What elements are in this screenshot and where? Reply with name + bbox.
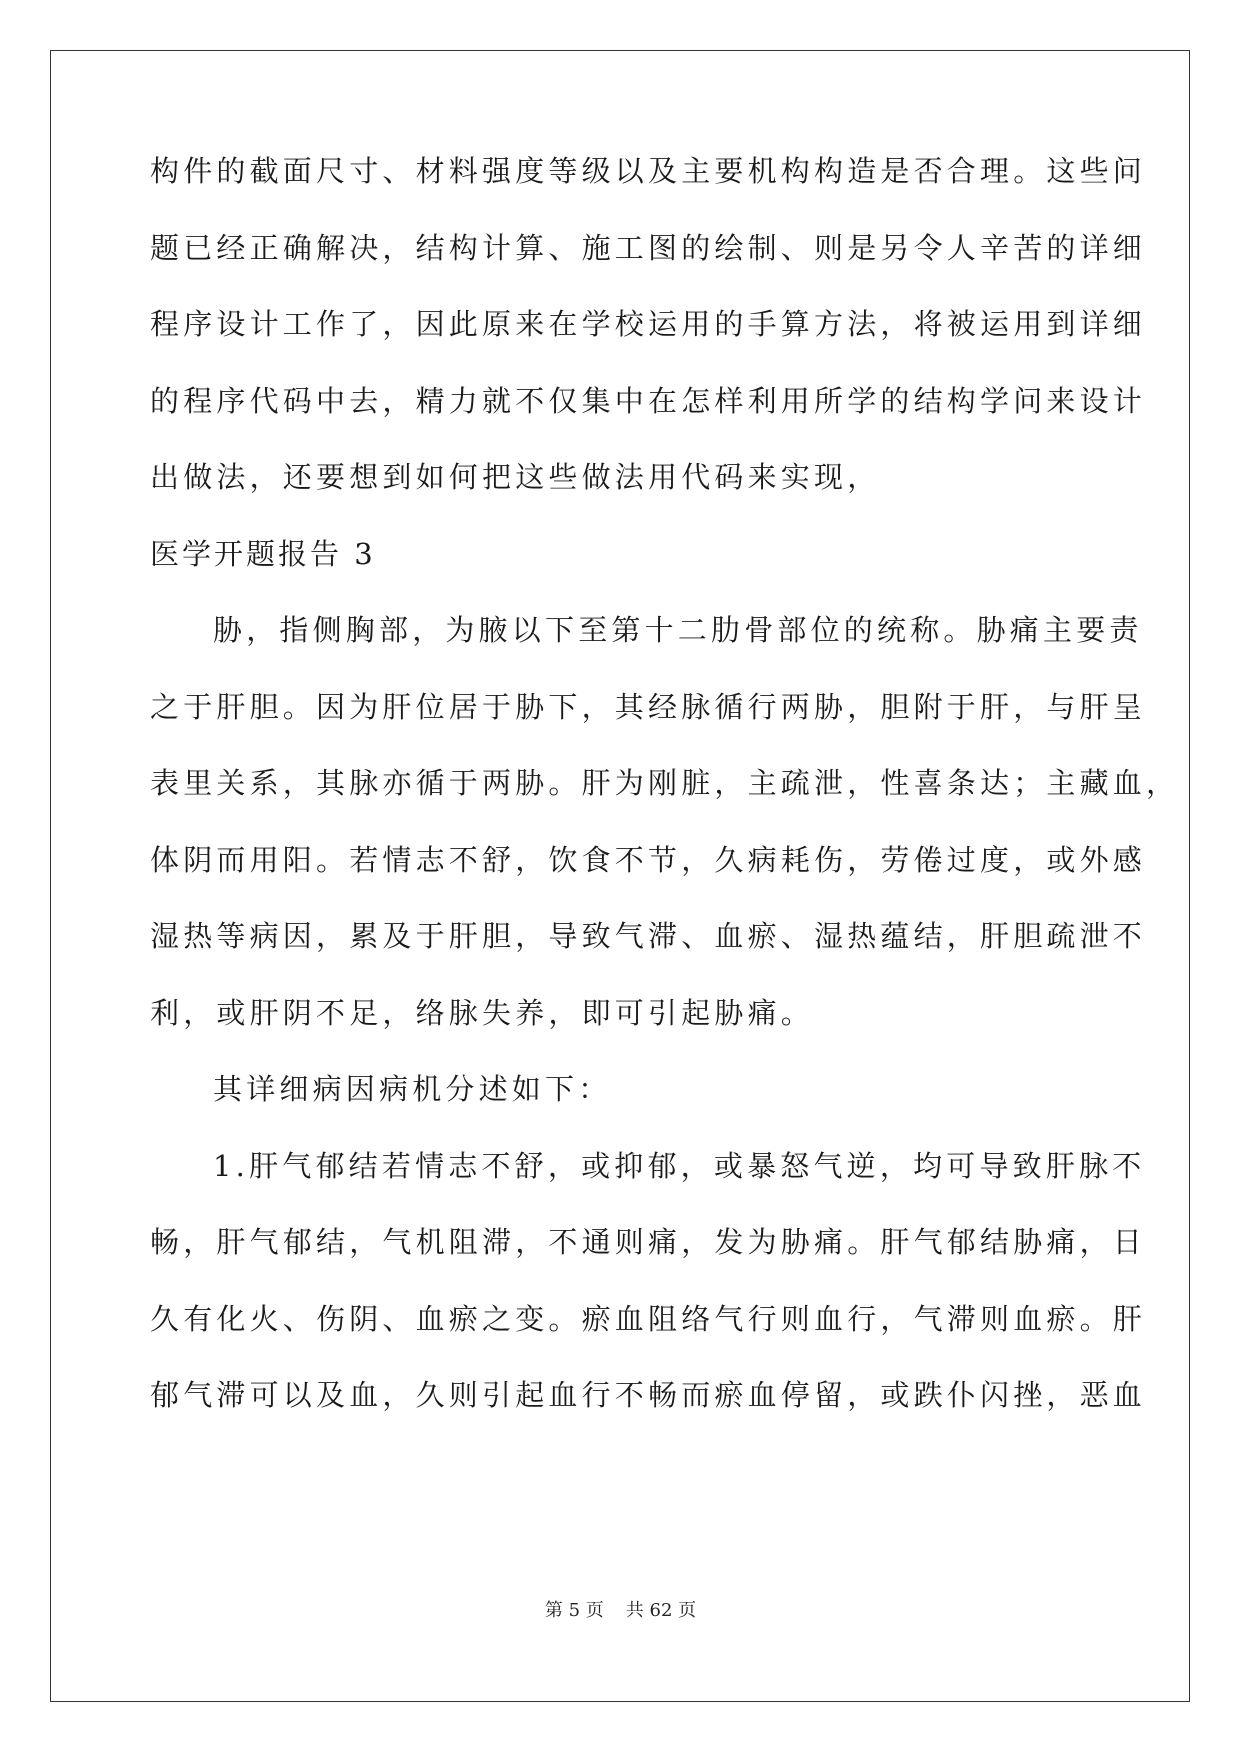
paragraph-line: 久有化火、伤阴、血瘀之变。瘀血阻络气行则血行，气滞则血瘀。肝 [150, 1302, 1147, 1336]
paragraph-first-line: 1.肝气郁结若情志不舒，或抑郁，或暴怒气逆，均可导致肝脉不 [213, 1149, 1146, 1183]
paragraph-line: 程序设计工作了，因此原来在学校运用的手算方法，将被运用到详细 [150, 307, 1147, 341]
page-number: 第 5 页 [544, 1600, 604, 1621]
paragraph-line: 出做法，还要想到如何把这些做法用代码来实现， [150, 460, 881, 494]
paragraph-line: 题已经正确解决，结构计算、施工图的绘制、则是另令人辛苦的详细 [150, 231, 1147, 265]
paragraph-first-line: 胁，指侧胸部，为腋以下至第十二肋骨部位的统称。胁痛主要责 [213, 613, 1143, 647]
paragraph-line: 湿热等病因，累及于肝胆，导致气滞、血瘀、湿热蕴结，肝胆疏泄不 [150, 919, 1147, 953]
section-heading: 医学开题报告 3 [150, 537, 376, 571]
paragraph-line: 体阴而用阳。若情志不舒，饮食不节，久病耗伤，劳倦过度，或外感 [150, 843, 1147, 877]
paragraph-line: 之于肝胆。因为肝位居于胁下，其经脉循行两胁，胆附于肝，与肝呈 [150, 690, 1147, 724]
paragraph-line: 的程序代码中去，精力就不仅集中在怎样利用所学的结构学问来设计 [150, 384, 1147, 418]
page-total: 共 62 页 [625, 1600, 697, 1621]
paragraph-line: 构件的截面尺寸、材料强度等级以及主要机构构造是否合理。这些问 [150, 154, 1147, 188]
paragraph-line: 利，或肝阴不足，络脉失养，即可引起胁痛。 [150, 996, 815, 1030]
page-footer [0, 1598, 1241, 1624]
paragraph-line: 郁气滞可以及血，久则引起血行不畅而瘀血停留，或跌仆闪挫，恶血 [150, 1378, 1147, 1412]
paragraph-line: 畅，肝气郁结，气机阻滞，不通则痛，发为胁痛。肝气郁结胁痛，日 [150, 1225, 1147, 1259]
paragraph-line: 表里关系，其脉亦循于两胁。肝为刚脏，主疏泄，性喜条达；主藏血， [150, 766, 1180, 800]
paragraph-first-line: 其详细病因病机分述如下： [213, 1072, 612, 1106]
